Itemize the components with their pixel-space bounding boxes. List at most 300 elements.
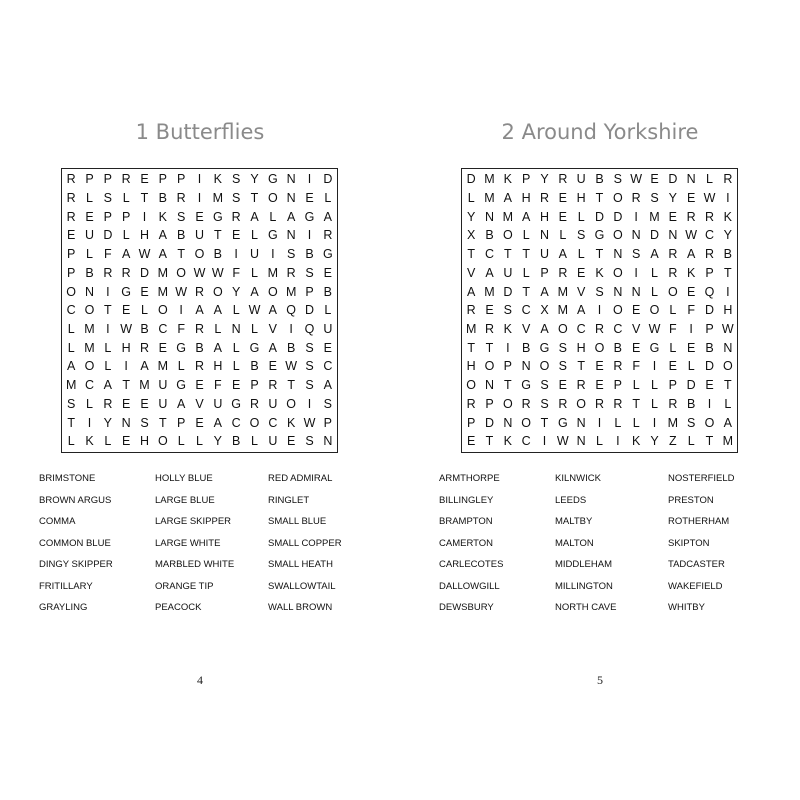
grid-letter: D bbox=[304, 303, 314, 318]
grid-letter: K bbox=[503, 172, 512, 187]
grid-letter: O bbox=[286, 396, 297, 411]
grid-letter: H bbox=[723, 303, 733, 318]
grid-letter: R bbox=[558, 172, 568, 187]
grid-letter: R bbox=[103, 265, 113, 280]
grid-letter: L bbox=[251, 265, 258, 280]
grid-letter: T bbox=[705, 434, 714, 449]
word-list-item: KILNWICK bbox=[555, 473, 601, 484]
word-list-item: COMMA bbox=[39, 516, 76, 527]
grid-letter: T bbox=[104, 303, 112, 318]
grid-letter: B bbox=[231, 434, 241, 449]
grid-letter: G bbox=[594, 228, 605, 243]
grid-letter: A bbox=[158, 228, 167, 243]
grid-letter: Q bbox=[704, 284, 715, 299]
word-list bbox=[439, 473, 779, 623]
grid-letter: A bbox=[503, 190, 512, 205]
grid-letter: U bbox=[84, 228, 94, 243]
grid-letter: T bbox=[504, 247, 512, 262]
grid-letter: L bbox=[104, 340, 112, 355]
grid-letter: T bbox=[467, 340, 475, 355]
grid-letter: R bbox=[176, 190, 186, 205]
grid-letter: D bbox=[503, 284, 513, 299]
grid-letter: I bbox=[726, 190, 730, 205]
grid-letter: L bbox=[522, 265, 530, 280]
grid-letter: W bbox=[175, 284, 188, 299]
grid-letter: E bbox=[650, 172, 659, 187]
grid-letter: A bbox=[323, 209, 332, 224]
grid-letter: O bbox=[466, 378, 477, 393]
grid-letter: L bbox=[651, 265, 658, 280]
grid-letter: A bbox=[250, 284, 259, 299]
grid-letter: T bbox=[504, 378, 512, 393]
letter-grid bbox=[61, 168, 338, 453]
grid-letter: L bbox=[651, 284, 658, 299]
grid-letter: U bbox=[503, 265, 513, 280]
grid-letter: R bbox=[686, 209, 696, 224]
grid-letter: O bbox=[176, 265, 187, 280]
grid-letter: I bbox=[634, 265, 638, 280]
grid-letter: V bbox=[631, 321, 641, 336]
word-list-item: CARLECOTES bbox=[439, 559, 504, 570]
grid-letter: R bbox=[668, 247, 678, 262]
grid-letter: A bbox=[121, 247, 131, 262]
grid-letter: P bbox=[176, 172, 186, 187]
grid-letter: N bbox=[631, 284, 641, 299]
grid-letter: P bbox=[158, 172, 167, 187]
grid-letter: I bbox=[289, 321, 293, 336]
grid-letter: T bbox=[485, 434, 494, 449]
word-list bbox=[39, 473, 379, 623]
word-list-item: GRAYLING bbox=[39, 602, 88, 613]
grid-letter: N bbox=[323, 434, 333, 449]
puzzle-title: 1 Butterflies bbox=[135, 120, 265, 144]
grid-letter: N bbox=[484, 209, 494, 224]
grid-letter: V bbox=[576, 284, 586, 299]
word-list-item: SMALL BLUE bbox=[268, 516, 327, 527]
grid-letter: P bbox=[103, 209, 112, 224]
grid-letter: E bbox=[140, 172, 149, 187]
grid-letter: I bbox=[506, 340, 510, 355]
grid-letter: B bbox=[158, 190, 167, 205]
grid-letter: M bbox=[157, 359, 169, 374]
word-list-item: HOLLY BLUE bbox=[155, 473, 213, 484]
grid-letter: C bbox=[576, 321, 586, 336]
grid-letter: W bbox=[285, 359, 298, 374]
grid-letter: R bbox=[121, 265, 131, 280]
grid-letter: W bbox=[138, 247, 151, 262]
grid-letter: H bbox=[213, 359, 223, 374]
grid-letter: X bbox=[540, 303, 549, 318]
word-list-item: MILLINGTON bbox=[555, 580, 613, 592]
word-list-item: PRESTON bbox=[668, 494, 714, 506]
grid-letter: M bbox=[484, 284, 495, 299]
grid-letter: L bbox=[104, 434, 112, 449]
grid-letter: T bbox=[140, 190, 149, 205]
grid-letter: R bbox=[249, 396, 259, 411]
grid-letter: C bbox=[158, 321, 168, 336]
grid-letter: L bbox=[214, 321, 222, 336]
grid-letter: O bbox=[539, 359, 550, 374]
grid-letter: O bbox=[157, 303, 168, 318]
word-list-item: BROWN ARGUS bbox=[39, 494, 112, 506]
grid-letter: L bbox=[577, 209, 585, 224]
grid-letter: L bbox=[324, 303, 332, 318]
grid-letter: A bbox=[540, 284, 549, 299]
grid-letter: E bbox=[686, 340, 696, 355]
grid-letter: H bbox=[539, 209, 549, 224]
grid-letter: I bbox=[234, 247, 238, 262]
grid-letter: O bbox=[722, 359, 733, 374]
grid-letter: T bbox=[595, 190, 604, 205]
grid-letter: S bbox=[231, 172, 241, 187]
word-list-item: NORTH CAVE bbox=[555, 602, 617, 613]
grid-letter: N bbox=[84, 284, 94, 299]
grid-letter: L bbox=[632, 415, 640, 430]
grid-letter: G bbox=[121, 284, 132, 299]
grid-letter: T bbox=[632, 396, 640, 411]
grid-letter: T bbox=[577, 359, 585, 374]
grid-letter: L bbox=[232, 303, 240, 318]
grid-letter: O bbox=[212, 284, 223, 299]
grid-letter: E bbox=[705, 378, 714, 393]
grid-letter: I bbox=[542, 434, 547, 449]
grid-letter: D bbox=[323, 172, 333, 187]
grid-letter: F bbox=[669, 321, 677, 336]
grid-letter: G bbox=[231, 396, 242, 411]
grid-letter: M bbox=[649, 209, 660, 224]
grid-letter: O bbox=[84, 303, 95, 318]
grid-letter: A bbox=[213, 340, 222, 355]
grid-letter: E bbox=[158, 340, 167, 355]
grid-letter: L bbox=[669, 303, 677, 318]
grid-letter: I bbox=[106, 321, 110, 336]
grid-letter: S bbox=[613, 172, 622, 187]
grid-letter: E bbox=[595, 359, 604, 374]
grid-letter: H bbox=[521, 190, 531, 205]
grid-letter: R bbox=[268, 378, 278, 393]
grid-letter: O bbox=[267, 190, 278, 205]
grid-letter: L bbox=[122, 228, 130, 243]
word-list-item: FRITILLARY bbox=[39, 580, 93, 592]
grid-letter: U bbox=[213, 396, 223, 411]
grid-letter: B bbox=[195, 340, 204, 355]
grid-letter: T bbox=[177, 247, 185, 262]
grid-letter: P bbox=[705, 321, 714, 336]
grid-letter: A bbox=[686, 247, 696, 262]
grid-letter: B bbox=[286, 340, 296, 355]
grid-letter: U bbox=[323, 321, 333, 336]
grid-letter: L bbox=[522, 228, 530, 243]
grid-letter: A bbox=[268, 303, 277, 318]
grid-letter: K bbox=[631, 434, 641, 449]
grid-letter: R bbox=[231, 209, 241, 224]
grid-letter: M bbox=[557, 303, 569, 318]
grid-letter: N bbox=[576, 434, 586, 449]
grid-letter: R bbox=[539, 190, 549, 205]
grid-letter: H bbox=[576, 340, 586, 355]
grid-letter: B bbox=[305, 247, 314, 262]
grid-letter: S bbox=[323, 396, 332, 411]
grid-letter: M bbox=[65, 378, 77, 393]
grid-letter: E bbox=[558, 378, 567, 393]
grid-letter: P bbox=[521, 172, 531, 187]
word-list-item: LARGE BLUE bbox=[155, 494, 215, 506]
grid-letter: D bbox=[613, 209, 623, 224]
grid-letter: R bbox=[668, 396, 678, 411]
grid-letter: G bbox=[212, 209, 223, 224]
grid-letter: U bbox=[158, 378, 168, 393]
word-list-item: WHITBY bbox=[668, 602, 705, 613]
grid-letter: S bbox=[176, 209, 186, 224]
grid-letter: P bbox=[66, 247, 76, 262]
grid-letter: I bbox=[179, 303, 183, 318]
grid-letter: P bbox=[66, 265, 76, 280]
grid-letter: Q bbox=[286, 303, 297, 318]
grid-letter: N bbox=[521, 359, 531, 374]
word-list-item: ORANGE TIP bbox=[155, 580, 214, 592]
grid-letter: L bbox=[706, 172, 713, 187]
grid-letter: M bbox=[157, 284, 169, 299]
grid-letter: B bbox=[176, 228, 186, 243]
word-list-item: WALL BROWN bbox=[268, 602, 333, 613]
grid-letter: W bbox=[721, 321, 734, 336]
grid-letter: R bbox=[66, 172, 76, 187]
grid-letter: C bbox=[613, 321, 623, 336]
grid-letter: F bbox=[232, 265, 240, 280]
grid-letter: O bbox=[157, 434, 168, 449]
grid-letter: E bbox=[66, 228, 76, 243]
grid-letter: W bbox=[685, 228, 698, 243]
grid-letter: D bbox=[686, 378, 696, 393]
grid-letter: I bbox=[197, 190, 202, 205]
grid-letter: I bbox=[652, 359, 657, 374]
grid-letter: L bbox=[86, 190, 93, 205]
grid-letter: L bbox=[251, 434, 258, 449]
grid-letter: E bbox=[286, 434, 296, 449]
grid-letter: S bbox=[286, 247, 296, 262]
grid-letter: M bbox=[667, 415, 679, 430]
word-list-item: COMMON BLUE bbox=[39, 537, 111, 549]
grid-letter: O bbox=[249, 415, 260, 430]
grid-letter: L bbox=[614, 415, 622, 430]
grid-letter: R bbox=[558, 396, 568, 411]
grid-letter: N bbox=[631, 228, 641, 243]
grid-letter: N bbox=[613, 247, 623, 262]
grid-letter: Y bbox=[213, 434, 222, 449]
grid-letter: O bbox=[267, 284, 278, 299]
word-list-item: DALLOWGILL bbox=[439, 580, 500, 592]
grid-letter: T bbox=[540, 415, 549, 430]
grid-letter: G bbox=[557, 415, 568, 430]
grid-letter: U bbox=[268, 434, 278, 449]
word-list-item: ARMTHORPE bbox=[439, 473, 500, 484]
grid-letter: G bbox=[304, 209, 315, 224]
grid-letter: O bbox=[194, 247, 205, 262]
grid-letter: E bbox=[323, 340, 332, 355]
word-list-item: TADCASTER bbox=[668, 559, 725, 570]
grid-letter: E bbox=[305, 190, 314, 205]
grid-letter: R bbox=[323, 228, 333, 243]
grid-letter: I bbox=[142, 209, 147, 224]
grid-letter: S bbox=[140, 415, 149, 430]
grid-letter: A bbox=[521, 209, 531, 224]
grid-letter: I bbox=[616, 434, 620, 449]
grid-letter: S bbox=[231, 190, 241, 205]
grid-letter: S bbox=[305, 340, 314, 355]
grid-letter: D bbox=[704, 303, 714, 318]
grid-letter: T bbox=[724, 378, 732, 393]
grid-letter: L bbox=[232, 359, 240, 374]
grid-letter: A bbox=[213, 303, 222, 318]
grid-letter: C bbox=[484, 247, 494, 262]
grid-letter: R bbox=[466, 396, 476, 411]
grid-letter: Y bbox=[668, 190, 677, 205]
grid-letter: C bbox=[521, 434, 531, 449]
grid-letter: L bbox=[467, 190, 475, 205]
grid-letter: N bbox=[613, 284, 623, 299]
grid-letter: K bbox=[213, 172, 222, 187]
grid-letter: R bbox=[704, 209, 714, 224]
grid-letter: M bbox=[484, 172, 495, 187]
grid-letter: B bbox=[613, 340, 622, 355]
grid-letter: L bbox=[86, 247, 93, 262]
grid-letter: F bbox=[177, 321, 185, 336]
grid-letter: P bbox=[250, 378, 259, 393]
grid-letter: G bbox=[267, 228, 278, 243]
grid-letter: Y bbox=[103, 415, 112, 430]
grid-letter: O bbox=[502, 396, 513, 411]
grid-letter: O bbox=[484, 359, 495, 374]
grid-letter: L bbox=[141, 303, 148, 318]
grid-letter: T bbox=[67, 415, 75, 430]
word-list-item: DEWSBURY bbox=[439, 602, 494, 613]
grid-letter: I bbox=[307, 396, 312, 411]
grid-letter: E bbox=[268, 359, 277, 374]
grid-letter: U bbox=[576, 172, 586, 187]
grid-letter: E bbox=[140, 396, 149, 411]
word-list-item: SWALLOWTAIL bbox=[268, 580, 336, 592]
grid-letter: E bbox=[231, 378, 241, 393]
grid-letter: I bbox=[307, 172, 312, 187]
grid-letter: E bbox=[686, 284, 696, 299]
grid-letter: M bbox=[157, 265, 169, 280]
grid-letter: R bbox=[594, 321, 604, 336]
grid-letter: O bbox=[612, 190, 623, 205]
grid-letter: F bbox=[632, 359, 640, 374]
grid-letter: R bbox=[521, 396, 531, 411]
grid-letter: S bbox=[686, 415, 696, 430]
grid-letter: P bbox=[121, 209, 131, 224]
grid-letter: S bbox=[558, 359, 567, 374]
grid-letter: I bbox=[634, 209, 638, 224]
grid-letter: D bbox=[139, 265, 149, 280]
word-list-item: NOSTERFIELD bbox=[668, 473, 735, 484]
grid-letter: K bbox=[503, 434, 512, 449]
grid-letter: E bbox=[686, 190, 696, 205]
grid-letter: B bbox=[140, 321, 149, 336]
grid-letter: B bbox=[213, 247, 222, 262]
grid-letter: D bbox=[103, 228, 113, 243]
word-list-item: SKIPTON bbox=[668, 537, 710, 549]
grid-letter: O bbox=[612, 303, 623, 318]
grid-letter: P bbox=[613, 378, 622, 393]
grid-letter: G bbox=[249, 340, 260, 355]
grid-letter: H bbox=[576, 190, 586, 205]
grid-letter: A bbox=[558, 247, 567, 262]
word-list-item: SMALL HEATH bbox=[268, 559, 333, 570]
grid-letter: E bbox=[558, 209, 567, 224]
grid-letter: E bbox=[195, 209, 204, 224]
grid-letter: T bbox=[522, 284, 530, 299]
grid-letter: I bbox=[124, 359, 128, 374]
grid-letter: E bbox=[558, 190, 567, 205]
grid-letter: R bbox=[139, 340, 149, 355]
grid-letter: C bbox=[231, 415, 241, 430]
grid-letter: B bbox=[595, 172, 604, 187]
grid-letter: E bbox=[85, 209, 94, 224]
page-number: 4 bbox=[197, 673, 203, 687]
grid-letter: I bbox=[87, 415, 92, 430]
grid-letter: C bbox=[704, 228, 714, 243]
grid-letter: I bbox=[197, 172, 202, 187]
grid-letter: V bbox=[195, 396, 204, 411]
grid-letter: R bbox=[594, 396, 604, 411]
grid-letter: L bbox=[651, 378, 658, 393]
grid-letter: R bbox=[286, 265, 296, 280]
grid-letter: I bbox=[707, 396, 712, 411]
grid-letter: T bbox=[724, 265, 732, 280]
grid-letter: E bbox=[631, 303, 641, 318]
letter-grid bbox=[461, 168, 738, 453]
grid-letter: N bbox=[121, 415, 131, 430]
grid-letter: V bbox=[466, 265, 476, 280]
grid-letter: N bbox=[484, 378, 494, 393]
grid-letter: R bbox=[631, 190, 641, 205]
grid-letter: M bbox=[557, 284, 569, 299]
grid-letter: P bbox=[485, 396, 494, 411]
grid-letter: X bbox=[466, 228, 476, 243]
grid-letter: T bbox=[159, 415, 167, 430]
grid-letter: B bbox=[323, 284, 332, 299]
grid-letter: R bbox=[668, 265, 678, 280]
grid-letter: W bbox=[248, 303, 261, 318]
grid-letter: K bbox=[503, 321, 512, 336]
grid-letter: S bbox=[103, 190, 112, 205]
grid-letter: S bbox=[631, 247, 641, 262]
grid-letter: E bbox=[631, 340, 641, 355]
grid-letter: O bbox=[612, 228, 623, 243]
grid-letter: Y bbox=[231, 284, 241, 299]
grid-letter: O bbox=[521, 415, 532, 430]
grid-letter: T bbox=[287, 378, 295, 393]
grid-letter: P bbox=[668, 378, 677, 393]
grid-letter: E bbox=[466, 434, 476, 449]
grid-letter: T bbox=[214, 228, 222, 243]
grid-letter: E bbox=[485, 303, 494, 318]
grid-letter: E bbox=[195, 415, 204, 430]
word-list-item: BILLINGLEY bbox=[439, 494, 494, 506]
grid-letter: N bbox=[686, 172, 696, 187]
grid-letter: W bbox=[703, 190, 716, 205]
word-list-item: BRAMPTON bbox=[439, 516, 493, 527]
grid-letter: D bbox=[466, 172, 476, 187]
grid-letter: L bbox=[596, 434, 603, 449]
grid-letter: L bbox=[232, 340, 240, 355]
grid-letter: N bbox=[576, 415, 586, 430]
grid-letter: M bbox=[84, 340, 95, 355]
grid-letter: R bbox=[194, 284, 204, 299]
word-list-item: SMALL COPPER bbox=[268, 537, 342, 549]
